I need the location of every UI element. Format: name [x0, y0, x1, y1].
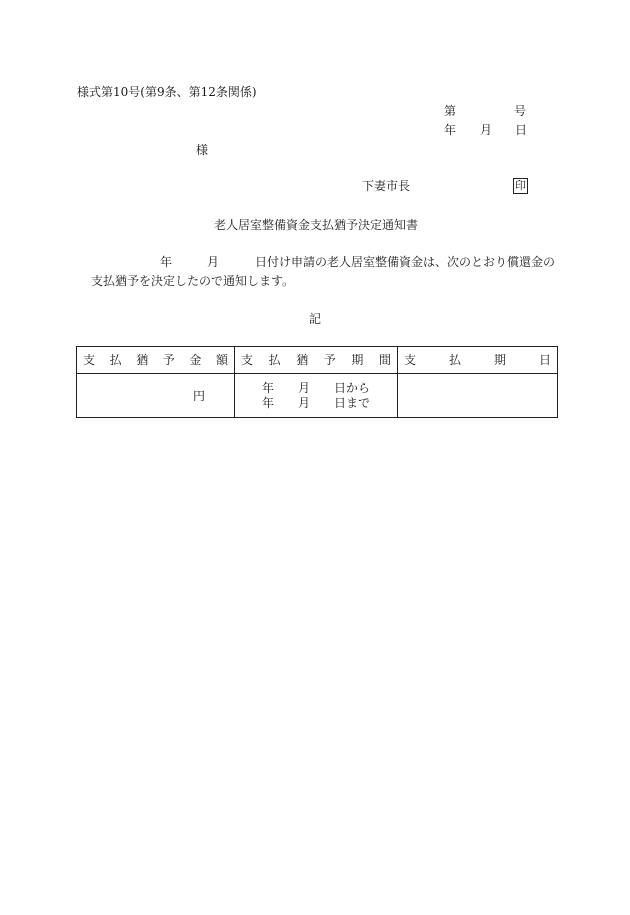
header-char: 払 [268, 353, 281, 367]
date-month-label: 月 [480, 123, 493, 137]
header-char: 期 [351, 353, 364, 367]
header-payment-date [398, 347, 558, 374]
table-header-row [77, 347, 558, 374]
header-period [235, 347, 398, 374]
body-line1-text: 日付け申請の老人居室整備資金は、次のとおり償還金の [255, 255, 556, 269]
header-char: 払 [448, 353, 461, 367]
header-char: 支 [241, 353, 254, 367]
period-to-month: 月 [298, 395, 311, 410]
header-amount [77, 347, 235, 374]
date-year-label: 年 [444, 123, 457, 137]
period-from-year: 年 [262, 380, 275, 395]
period-to-suffix: 日まで [334, 395, 371, 410]
seal-stamp [513, 178, 528, 194]
period-from-suffix: 日から [334, 380, 371, 395]
form-number: 様式第10号(第9条、第12条関係) [77, 85, 257, 99]
header-char: 金 [189, 353, 202, 367]
header-char: 猶 [136, 353, 149, 367]
body-line2-text: 支払猶予を決定したので通知します。 [91, 274, 295, 288]
seal-mark: 印 [515, 179, 526, 192]
header-char: 日 [538, 353, 551, 367]
issuer-name: 下妻市長 [362, 179, 411, 193]
amount-cell [77, 374, 235, 418]
header-char: 期 [493, 353, 506, 367]
header-char: 支 [83, 353, 96, 367]
body-month-label: 月 [207, 255, 220, 269]
doc-number-dai: 第 [444, 104, 457, 118]
header-char: 額 [215, 353, 228, 367]
doc-number-go: 号 [514, 104, 527, 118]
header-char: 払 [109, 353, 122, 367]
header-char: 支 [404, 353, 417, 367]
addressee-suffix: 様 [196, 143, 209, 157]
amount-unit: 円 [193, 388, 206, 403]
body-year-label: 年 [160, 255, 173, 269]
ki-heading: 記 [309, 312, 322, 326]
period-cell [235, 374, 398, 418]
decision-table [76, 346, 558, 418]
period-to-year: 年 [262, 395, 275, 410]
header-char: 予 [162, 353, 175, 367]
document-title: 老人居室整備資金支払猶予決定通知書 [214, 218, 419, 232]
header-char: 猶 [296, 353, 309, 367]
payment-date-cell [398, 374, 558, 418]
table-row [77, 374, 558, 418]
header-char: 予 [323, 353, 336, 367]
header-char: 間 [378, 353, 391, 367]
date-day-label: 日 [515, 123, 528, 137]
period-from-month: 月 [298, 380, 311, 395]
